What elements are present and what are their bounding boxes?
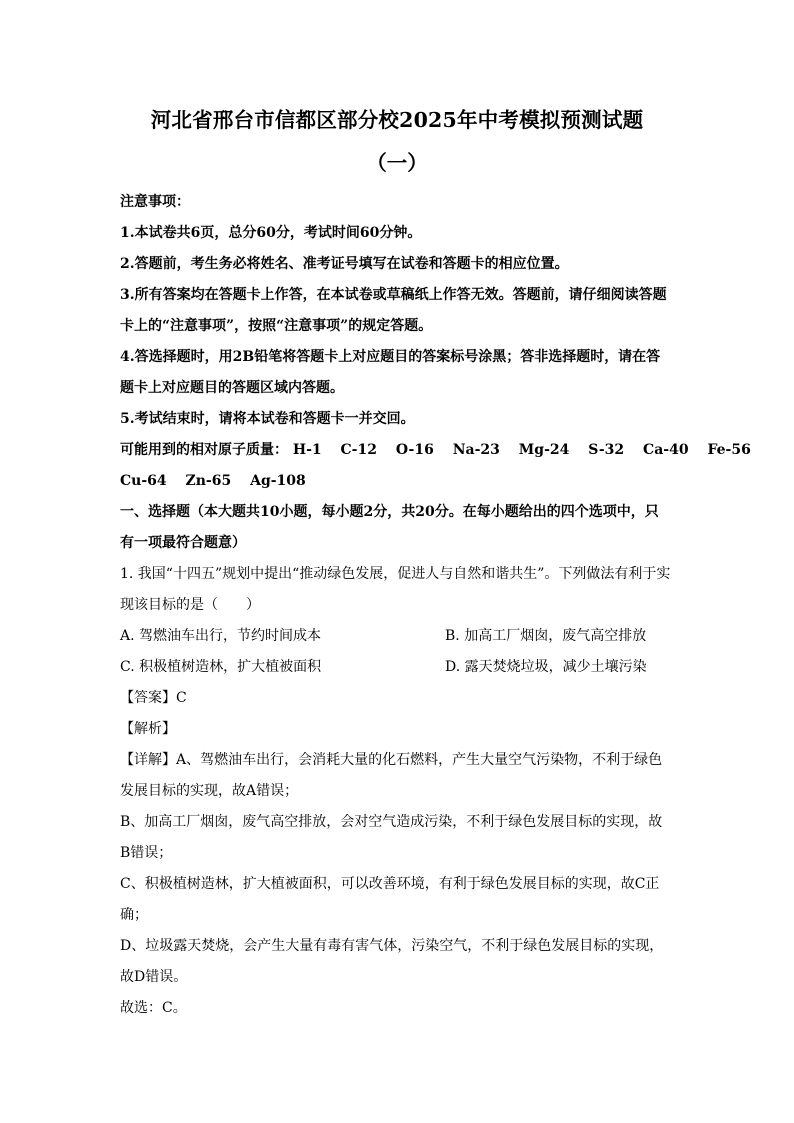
notice-item: 4.答选择题时，用2B铅笔将答题卡上对应题目的答案标号涂黑；答非选择题时，请在答 [120, 349, 661, 365]
atomic-mass-item: O-16 [395, 442, 434, 458]
section-heading: 一、选择题（本大题共10小题，每小题2分，共20分。在每小题给出的四个选项中，只 [120, 504, 659, 520]
atomic-mass-item: H-1 [292, 442, 322, 458]
notice-item: 5.考试结束时，请将本试卷和答题卡一并交回。 [120, 411, 415, 427]
atomic-mass-line-2 [120, 466, 674, 497]
question-stem-cont: 现该目标的是（ ） [120, 597, 260, 613]
atomic-mass-item: Ca-40 [643, 442, 689, 458]
detail-line: 故选：C。 [120, 1000, 187, 1016]
detail-line: B错误； [120, 845, 173, 861]
option-d: D. 露天焚烧垃圾，减少土壤污染 [445, 659, 647, 675]
notice-item: 3.所有答案均在答题卡上作答，在本试卷或草稿纸上作答无效。答题前，请仔细阅读答题 [120, 287, 667, 303]
content-body [120, 187, 751, 1024]
options-row-2 [120, 652, 674, 683]
answer: 【答案】C [120, 690, 187, 706]
exam-subtitle: （一） [366, 151, 428, 175]
section-heading-cont: 有一项最符合题意） [120, 535, 246, 551]
option-c: C. 积极植树造林，扩大植被面积 [120, 659, 322, 675]
atomic-mass-item: Cu-64 [120, 473, 167, 489]
exam-title: 河北省邢台市信都区部分校2025年中考模拟预测试题 [150, 108, 644, 132]
options-row-1 [120, 621, 674, 652]
notice-item: 题卡上对应题目的答题区域内答题。 [120, 380, 344, 396]
detail-line: B、加高工厂烟囱，废气高空排放，会对空气造成污染，不利于绿色发展目标的实现，故 [120, 814, 663, 830]
detail-line: 【详解】A、驾燃油车出行，会消耗大量的化石燃料，产生大量空气污染物，不利于绿色 [120, 752, 663, 768]
atomic-mass-label: 可能用到的相对原子质量： [120, 442, 288, 458]
atomic-mass-item: Na-23 [452, 442, 500, 458]
option-a: A. 驾燃油车出行，节约时间成本 [120, 628, 322, 644]
atomic-mass-item: Zn-65 [185, 473, 232, 489]
notice-heading: 注意事项： [120, 194, 190, 210]
detail-line: D、垃圾露天焚烧，会产生大量有毒有害气体，污染空气，不利于绿色发展目标的实现， [120, 938, 664, 954]
notice-item: 1.本试卷共6页，总分60分，考试时间60分钟。 [120, 225, 422, 241]
atomic-mass-item: Ag-108 [250, 473, 306, 489]
atomic-mass-item: Mg-24 [518, 442, 570, 458]
atomic-mass-line-1 [120, 435, 751, 466]
option-b: B. 加高工厂烟囱，废气高空排放 [445, 628, 647, 644]
detail-line: C、积极植树造林，扩大植被面积，可以改善环境，有利于绿色发展目标的实现，故C正 [120, 876, 660, 892]
detail-line: 发展目标的实现，故A错误； [120, 783, 299, 799]
atomic-mass-item: Fe-56 [707, 442, 751, 458]
notice-item: 卡上的“注意事项”，按照“注意事项”的规定答题。 [120, 318, 433, 334]
analysis-heading: 【解析】 [120, 721, 176, 737]
atomic-mass-item: C-12 [340, 442, 377, 458]
detail-line: 确； [120, 907, 148, 923]
notice-item: 2.答题前，考生务必将姓名、准考证号填写在试卷和答题卡的相应位置。 [120, 256, 569, 272]
question-stem: 1. 我国“十四五”规划中提出“推动绿色发展，促进人与自然和谐共生”。下列做法有利于实 [120, 566, 671, 582]
detail-line: 故D错误。 [120, 969, 188, 985]
atomic-mass-item: S-32 [588, 442, 625, 458]
